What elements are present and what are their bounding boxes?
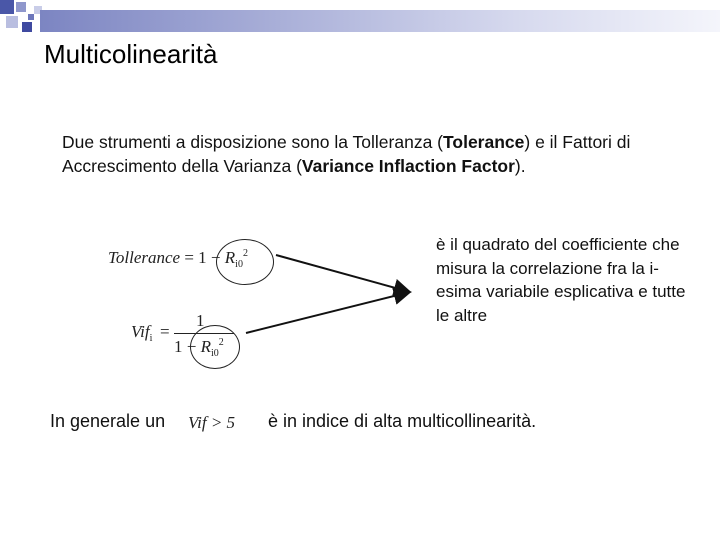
arrow-from-vif: [246, 292, 410, 333]
vif-lhs-text: Vif: [131, 322, 150, 341]
vif-r: R: [200, 337, 211, 356]
tolerance-lhs: Tollerance: [108, 248, 181, 267]
intro-paragraph: [62, 130, 652, 178]
intro-part-2: ) e il Fattori di Accrescimento della Varianza (: [62, 132, 631, 176]
vif-lhs-sub: i: [149, 333, 153, 344]
tolerance-term: Tolerance: [443, 132, 525, 152]
title-bar-gradient: [40, 10, 720, 32]
tolerance-r: R: [224, 248, 236, 267]
r-squared-highlight-circle: [216, 239, 274, 285]
vif-r-sub: i0: [210, 348, 219, 359]
tolerance-r-sub: i0: [235, 259, 243, 270]
intro-part-1: Due strumenti a disposizione sono la Tolleranza (: [62, 132, 443, 152]
vif-threshold-formula: [188, 413, 235, 433]
tolerance-eq: = 1 −: [184, 248, 221, 267]
vif-den-prefix: 1 −: [174, 337, 197, 356]
slide-title: Multicolinearità: [44, 39, 218, 69]
vif-r-sup: 2: [218, 337, 224, 348]
r-squared-highlight-circle-2: [190, 325, 240, 369]
vif-numerator: 1: [196, 311, 205, 330]
bottom-text-before: In generale un: [50, 411, 166, 431]
intro-part-3: ).: [514, 156, 526, 176]
vif-term: Variance Inflaction Factor: [301, 156, 515, 176]
vif-lhs: [131, 322, 152, 344]
tolerance-r-sup: 2: [242, 248, 248, 259]
r-squared-explanation: è il quadrato del coefficiente che misura la correlazione fra la i-esima variabile esplicativa e tutte le altre: [436, 235, 686, 325]
vif-threshold-text: Vif > 5: [188, 413, 236, 432]
bottom-text-after: è in indice di alta multicollinearità.: [268, 411, 537, 431]
arrow-from-tolerance: [276, 255, 410, 292]
vif-eq: =: [160, 322, 170, 341]
